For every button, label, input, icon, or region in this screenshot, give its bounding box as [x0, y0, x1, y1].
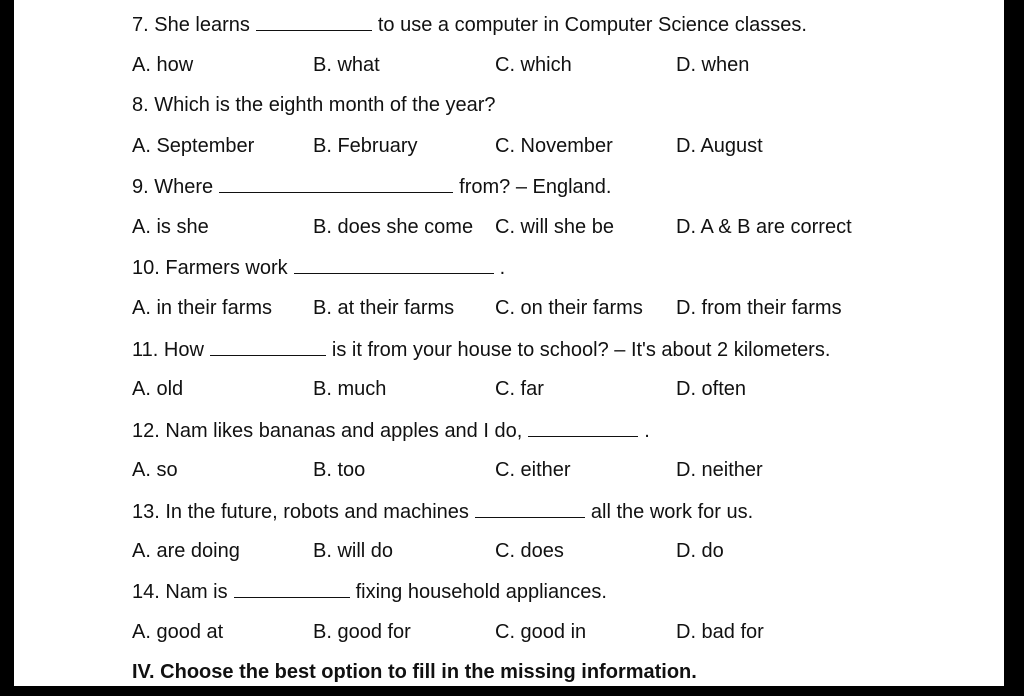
- answer-blank: [234, 579, 350, 598]
- option-d: D. A & B are correct: [676, 216, 852, 238]
- question-number: 9.: [132, 176, 149, 198]
- options-14: [14, 620, 1004, 656]
- question-text-after: .: [499, 257, 506, 279]
- question-number: 13.: [132, 501, 160, 523]
- question-text-after: is it from your house to school? – It's about 2 kilometers.: [331, 339, 831, 361]
- question-text-before: Nam likes bananas and apples and I do,: [165, 420, 523, 442]
- answer-blank: [294, 255, 494, 274]
- options-8: [14, 134, 1004, 170]
- question-text-before: Nam is: [165, 581, 228, 603]
- option-a: A. September: [132, 135, 255, 157]
- options-11: [14, 377, 1004, 413]
- question-11: [14, 337, 1004, 373]
- worksheet-page: [14, 0, 1004, 686]
- question-number: 14.: [132, 581, 160, 603]
- option-c: C. either: [495, 459, 571, 481]
- section-heading-row: [14, 660, 1004, 696]
- option-d: D. August: [676, 135, 763, 157]
- question-number: 8.: [132, 94, 149, 116]
- option-c: C. on their farms: [495, 297, 643, 319]
- option-a: A. is she: [132, 216, 209, 238]
- option-c: C. good in: [495, 621, 587, 643]
- question-text-after: all the work for us.: [590, 501, 754, 523]
- option-d: D. when: [676, 54, 750, 76]
- option-b: B. does she come: [313, 216, 474, 238]
- answer-blank: [256, 12, 372, 31]
- question-7: [14, 12, 1004, 48]
- options-9: [14, 215, 1004, 251]
- question-13: [14, 499, 1004, 535]
- options-7: [14, 53, 1004, 89]
- question-number: 10.: [132, 257, 160, 279]
- question-14: [14, 579, 1004, 615]
- question-text-after: .: [644, 420, 650, 442]
- option-b: B. February: [313, 135, 418, 157]
- option-b: B. what: [313, 54, 380, 76]
- question-text-before: How: [163, 339, 204, 361]
- option-a: A. good at: [132, 621, 224, 643]
- question-number: 7.: [132, 14, 149, 36]
- options-13: [14, 539, 1004, 575]
- option-b: B. will do: [313, 540, 394, 562]
- option-c: C. far: [495, 378, 544, 400]
- option-a: A. are doing: [132, 540, 240, 562]
- option-a: A. in their farms: [132, 297, 273, 319]
- option-b: B. much: [313, 378, 387, 400]
- question-9: [14, 174, 1004, 210]
- answer-blank: [528, 418, 638, 437]
- question-10: [14, 255, 1004, 291]
- option-b: B. at their farms: [313, 297, 455, 319]
- options-12: [14, 458, 1004, 494]
- option-c: C. will she be: [495, 216, 614, 238]
- answer-blank: [210, 337, 326, 356]
- answer-blank: [219, 174, 453, 193]
- answer-blank: [475, 499, 585, 518]
- question-text-before: Farmers work: [165, 257, 288, 279]
- question-text-after: fixing household appliances.: [355, 581, 607, 603]
- options-10: [14, 296, 1004, 332]
- option-c: C. November: [495, 135, 613, 157]
- option-b: B. good for: [313, 621, 411, 643]
- question-12: [14, 418, 1004, 454]
- question-8: [14, 93, 1004, 129]
- question-text-before: In the future, robots and machines: [165, 501, 469, 523]
- option-c: C. does: [495, 540, 564, 562]
- section-heading: IV. Choose the best option to fill in the missing information.: [132, 661, 697, 683]
- option-a: A. how: [132, 54, 194, 76]
- option-d: D. bad for: [676, 621, 764, 643]
- option-c: C. which: [495, 54, 572, 76]
- question-number: 12.: [132, 420, 160, 442]
- question-number: 11.: [132, 339, 159, 361]
- question-text-before: Where: [154, 176, 214, 198]
- question-text: Which is the eighth month of the year?: [154, 94, 496, 116]
- option-d: D. from their farms: [676, 297, 842, 319]
- question-text-before: She learns: [154, 14, 250, 36]
- option-a: A. so: [132, 459, 178, 481]
- option-d: D. often: [676, 378, 747, 400]
- option-d: D. neither: [676, 459, 763, 481]
- option-d: D. do: [676, 540, 724, 562]
- option-a: A. old: [132, 378, 184, 400]
- question-text-after: from? – England.: [459, 176, 612, 198]
- question-text-after: to use a computer in Computer Science classes.: [377, 14, 807, 36]
- option-b: B. too: [313, 459, 366, 481]
